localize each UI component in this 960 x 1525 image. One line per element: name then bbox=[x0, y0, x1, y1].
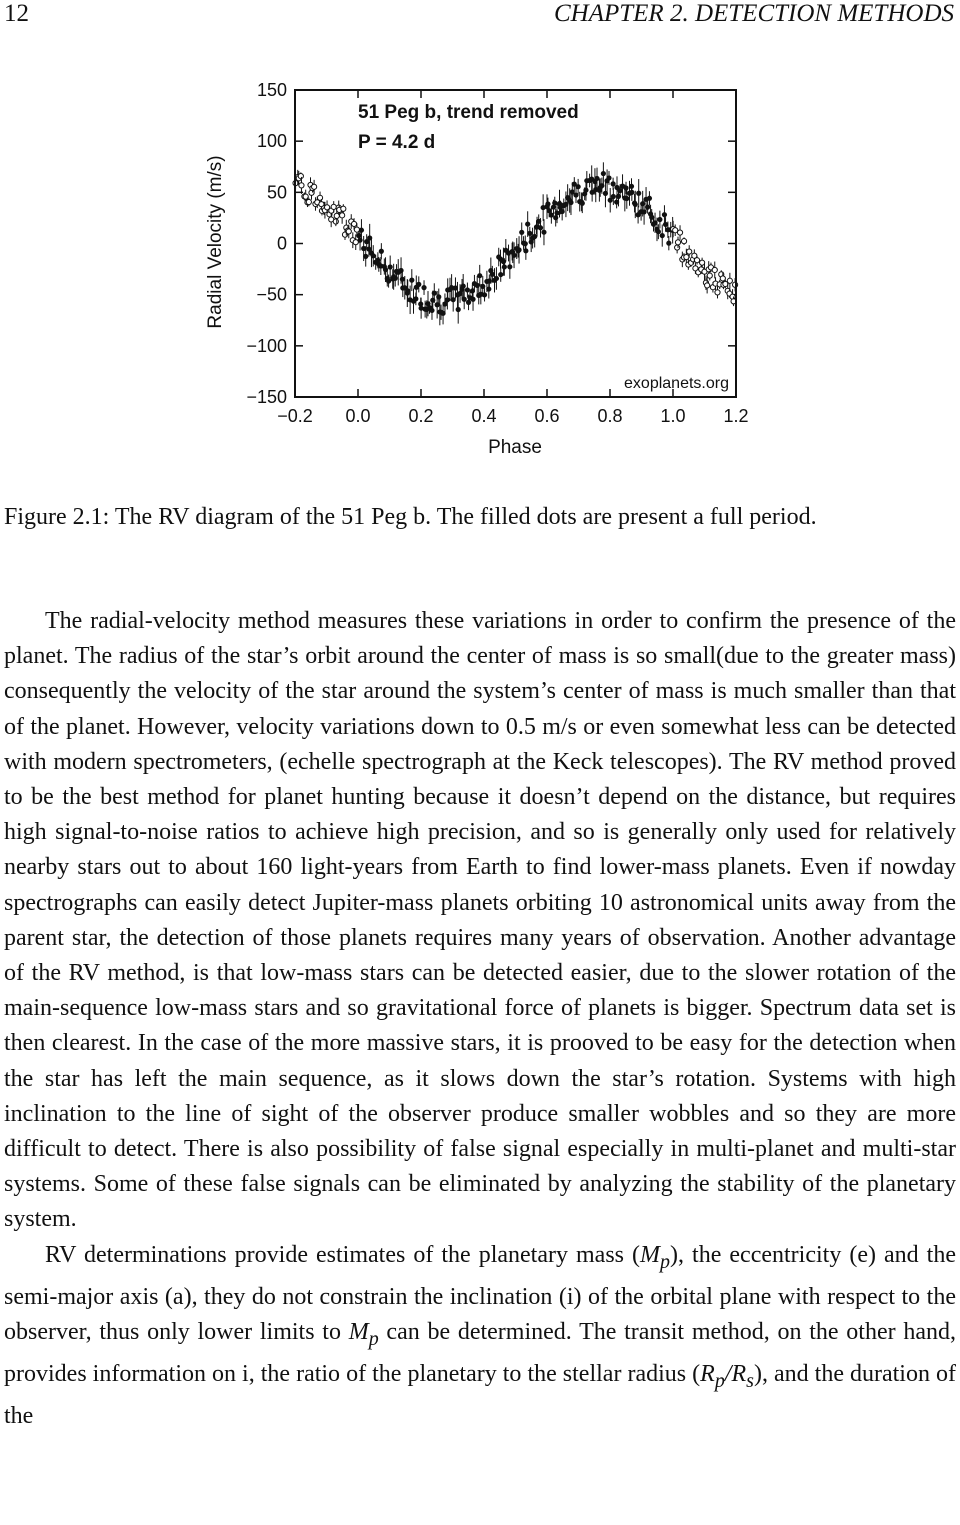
data-point-filled bbox=[633, 202, 638, 207]
p2-text-c: can be determined. The transit method, on the other hand, provides information on i, the ratio of the planetary to the stellar radius ( bbox=[4, 1318, 956, 1387]
data-point-filled bbox=[516, 247, 521, 252]
data-point-open bbox=[354, 227, 359, 232]
data-point-open bbox=[699, 260, 704, 265]
data-point-filled bbox=[523, 241, 528, 246]
data-point-filled bbox=[623, 185, 628, 190]
data-point-filled bbox=[523, 248, 528, 253]
data-point-open bbox=[353, 240, 358, 245]
data-point-filled bbox=[482, 292, 487, 297]
x-tick-label: 1.2 bbox=[723, 406, 749, 426]
data-point-filled bbox=[371, 253, 376, 258]
data-point-filled bbox=[594, 176, 599, 181]
p2-text-a: RV determinations provide estimates of the planetary mass ( bbox=[45, 1241, 641, 1268]
data-point-filled bbox=[606, 175, 611, 180]
data-point-filled bbox=[379, 249, 384, 254]
data-point-filled bbox=[541, 230, 546, 235]
x-tick-label: 0.8 bbox=[597, 406, 623, 426]
data-point-filled bbox=[405, 288, 410, 293]
page-header bbox=[0, 0, 960, 36]
data-point-open bbox=[306, 199, 311, 204]
data-point-open bbox=[341, 206, 346, 211]
data-point-filled bbox=[363, 254, 368, 259]
annotation-period: P = 4.2 d bbox=[358, 132, 436, 153]
figure-caption: Figure 2.1: The RV diagram of the 51 Peg b. The filled dots are present a full period. bbox=[4, 504, 817, 530]
x-tick-label: 0.4 bbox=[471, 406, 497, 426]
data-point-filled bbox=[498, 272, 503, 277]
data-point-filled bbox=[436, 294, 441, 299]
data-point-filled bbox=[568, 200, 573, 205]
paragraph-2 bbox=[4, 1238, 956, 1434]
data-point-filled bbox=[470, 297, 475, 302]
data-point-filled bbox=[647, 196, 652, 201]
y-tick-label: 50 bbox=[266, 182, 287, 203]
rv-chart bbox=[195, 70, 765, 465]
x-tick-label: −0.2 bbox=[277, 406, 313, 426]
data-point-filled bbox=[462, 297, 467, 302]
data-point-open bbox=[694, 258, 699, 263]
data-point-filled bbox=[580, 201, 585, 206]
x-tick-label: 0.6 bbox=[534, 406, 560, 426]
paragraph-1: The radial-velocity method measures these variations in order to confirm the presence of the planet. The radius of the star’s orbit around the center of mass is so small(due to the greater mass) consequently the velocity of the star around the system’s center of mass is much smaller than that of the planet. However, velocity variations down to 0.5 m/s or even somewhat less can be detected with modern spectrometers, (echelle spectrograph at the Keck telescopes). The RV method proved to be the best method for planet hunting because it doesn’t depend on the distance, but requires high signal-to-noise ratios to achieve high precision, and so is generally only used for relatively nearby stars out to about 160 light-years from Earth to find lower-mass planets. Even if nowday spectrographs can easily detect Jupiter-mass planets orbiting 10 astronomical units away from the parent star, the detection of those planets requires many years of observation. Another advantage of the RV method, is that low-mass stars can be detected easier, due to the slower rotation of the main-sequence low-mass stars and so gravitational force of planets is bigger. Spectrum data set is then clearest. In the case of the more massive stars, it is prooved to be easy for the detection when the star has left the main sequence, as it slows down the star’s rotation. Systems with high inclination to the line of sight of the observer produce smaller wobbles and so they are more difficult to detect. There is also possibility of false signal especially in multi-planet and multi-star systems. Some of these false signals can be eliminated by analyzing the stability of the planetary system. bbox=[4, 608, 956, 1233]
data-point-filled bbox=[601, 171, 606, 176]
data-point-filled bbox=[398, 268, 403, 273]
data-point-filled bbox=[660, 233, 665, 238]
data-point-filled bbox=[624, 196, 629, 201]
x-tick-label: 1.0 bbox=[660, 406, 686, 426]
data-point-filled bbox=[525, 221, 530, 226]
data-point-open bbox=[715, 290, 720, 295]
data-point-filled bbox=[583, 188, 588, 193]
data-point-filled bbox=[511, 253, 516, 258]
data-point-filled bbox=[545, 201, 550, 206]
data-point-filled bbox=[393, 276, 398, 281]
data-point-filled bbox=[480, 284, 485, 289]
x-tick-label: 0.0 bbox=[345, 406, 371, 426]
data-point-filled bbox=[456, 307, 461, 312]
data-point-open bbox=[687, 249, 692, 254]
data-point-filled bbox=[662, 212, 667, 217]
y-tick-label: −100 bbox=[246, 335, 287, 356]
data-point-filled bbox=[532, 234, 537, 239]
data-point-filled bbox=[618, 188, 623, 193]
annotation-title: 51 Peg b, trend removed bbox=[358, 102, 579, 123]
data-point-open bbox=[299, 183, 304, 188]
y-tick-label: −150 bbox=[246, 387, 287, 407]
x-tick-label: 0.2 bbox=[408, 406, 434, 426]
page-number: 12 bbox=[4, 0, 29, 27]
data-point-filled bbox=[576, 184, 581, 189]
data-point-filled bbox=[657, 217, 662, 222]
data-point-filled bbox=[611, 194, 616, 199]
rv-figure bbox=[195, 70, 765, 465]
data-point-filled bbox=[507, 264, 512, 269]
y-axis-label: Radial Velocity (m/s) bbox=[205, 155, 226, 329]
data-point-filled bbox=[494, 276, 499, 281]
data-point-filled bbox=[610, 181, 615, 186]
data-point-open bbox=[340, 213, 345, 218]
planet-mass-symbol-2: $M_p$ bbox=[348, 1318, 379, 1350]
data-point-open bbox=[351, 221, 356, 226]
data-point-filled bbox=[465, 287, 470, 292]
data-point-filled bbox=[519, 230, 524, 235]
planet-mass-symbol: $M_p$ bbox=[640, 1241, 671, 1273]
radius-ratio-symbol: $R_p/R_s$ bbox=[700, 1360, 754, 1392]
p2-text-b: ), the eccentricity (e) and the semi-major axis (a), they do not constrain the inclination (i) of the orbital plane with respect to the observer, thus only lower limits to bbox=[4, 1241, 956, 1345]
y-tick-label: 0 bbox=[276, 233, 287, 254]
y-tick-label: 100 bbox=[256, 131, 287, 152]
data-point-filled bbox=[656, 229, 661, 234]
data-point-filled bbox=[461, 283, 466, 288]
data-point-open bbox=[712, 267, 717, 272]
p2-text-d: ), and the duration of the bbox=[4, 1360, 956, 1429]
x-axis-label: Phase bbox=[488, 437, 542, 458]
data-point-filled bbox=[666, 241, 671, 246]
data-point-filled bbox=[538, 225, 543, 230]
data-point-open bbox=[675, 245, 680, 250]
data-point-open bbox=[331, 204, 336, 209]
data-point-open bbox=[675, 240, 680, 245]
data-point-open bbox=[312, 184, 317, 189]
watermark: exoplanets.org bbox=[624, 375, 729, 392]
data-point-filled bbox=[421, 285, 426, 290]
body-text bbox=[4, 604, 956, 1434]
data-point-open bbox=[346, 229, 351, 234]
chapter-title: CHAPTER 2. DETECTION METHODS bbox=[553, 0, 954, 27]
data-point-filled bbox=[554, 210, 559, 215]
data-point-filled bbox=[629, 190, 634, 195]
y-tick-label: 150 bbox=[256, 80, 287, 100]
data-point-filled bbox=[486, 286, 491, 291]
y-tick-label: −50 bbox=[256, 284, 287, 305]
data-point-open bbox=[681, 239, 686, 244]
data-point-filled bbox=[388, 264, 393, 269]
data-point-open bbox=[705, 283, 710, 288]
data-point-filled bbox=[501, 259, 506, 264]
data-point-open bbox=[677, 230, 682, 235]
data-point-open bbox=[333, 219, 338, 224]
data-point-filled bbox=[416, 282, 421, 287]
data-point-open bbox=[684, 254, 689, 259]
data-point-filled bbox=[502, 264, 507, 269]
data-point-open bbox=[298, 173, 303, 178]
data-point-filled bbox=[663, 222, 668, 227]
data-point-filled bbox=[409, 278, 414, 283]
y-axis-label-group bbox=[205, 155, 226, 328]
data-point-filled bbox=[429, 308, 434, 313]
data-point-open bbox=[707, 273, 712, 278]
data-point-open bbox=[720, 276, 725, 281]
data-point-filled bbox=[636, 191, 641, 196]
data-point-open bbox=[727, 278, 732, 283]
data-point-filled bbox=[432, 291, 437, 296]
plot-points bbox=[293, 162, 738, 325]
data-point-filled bbox=[477, 273, 482, 278]
